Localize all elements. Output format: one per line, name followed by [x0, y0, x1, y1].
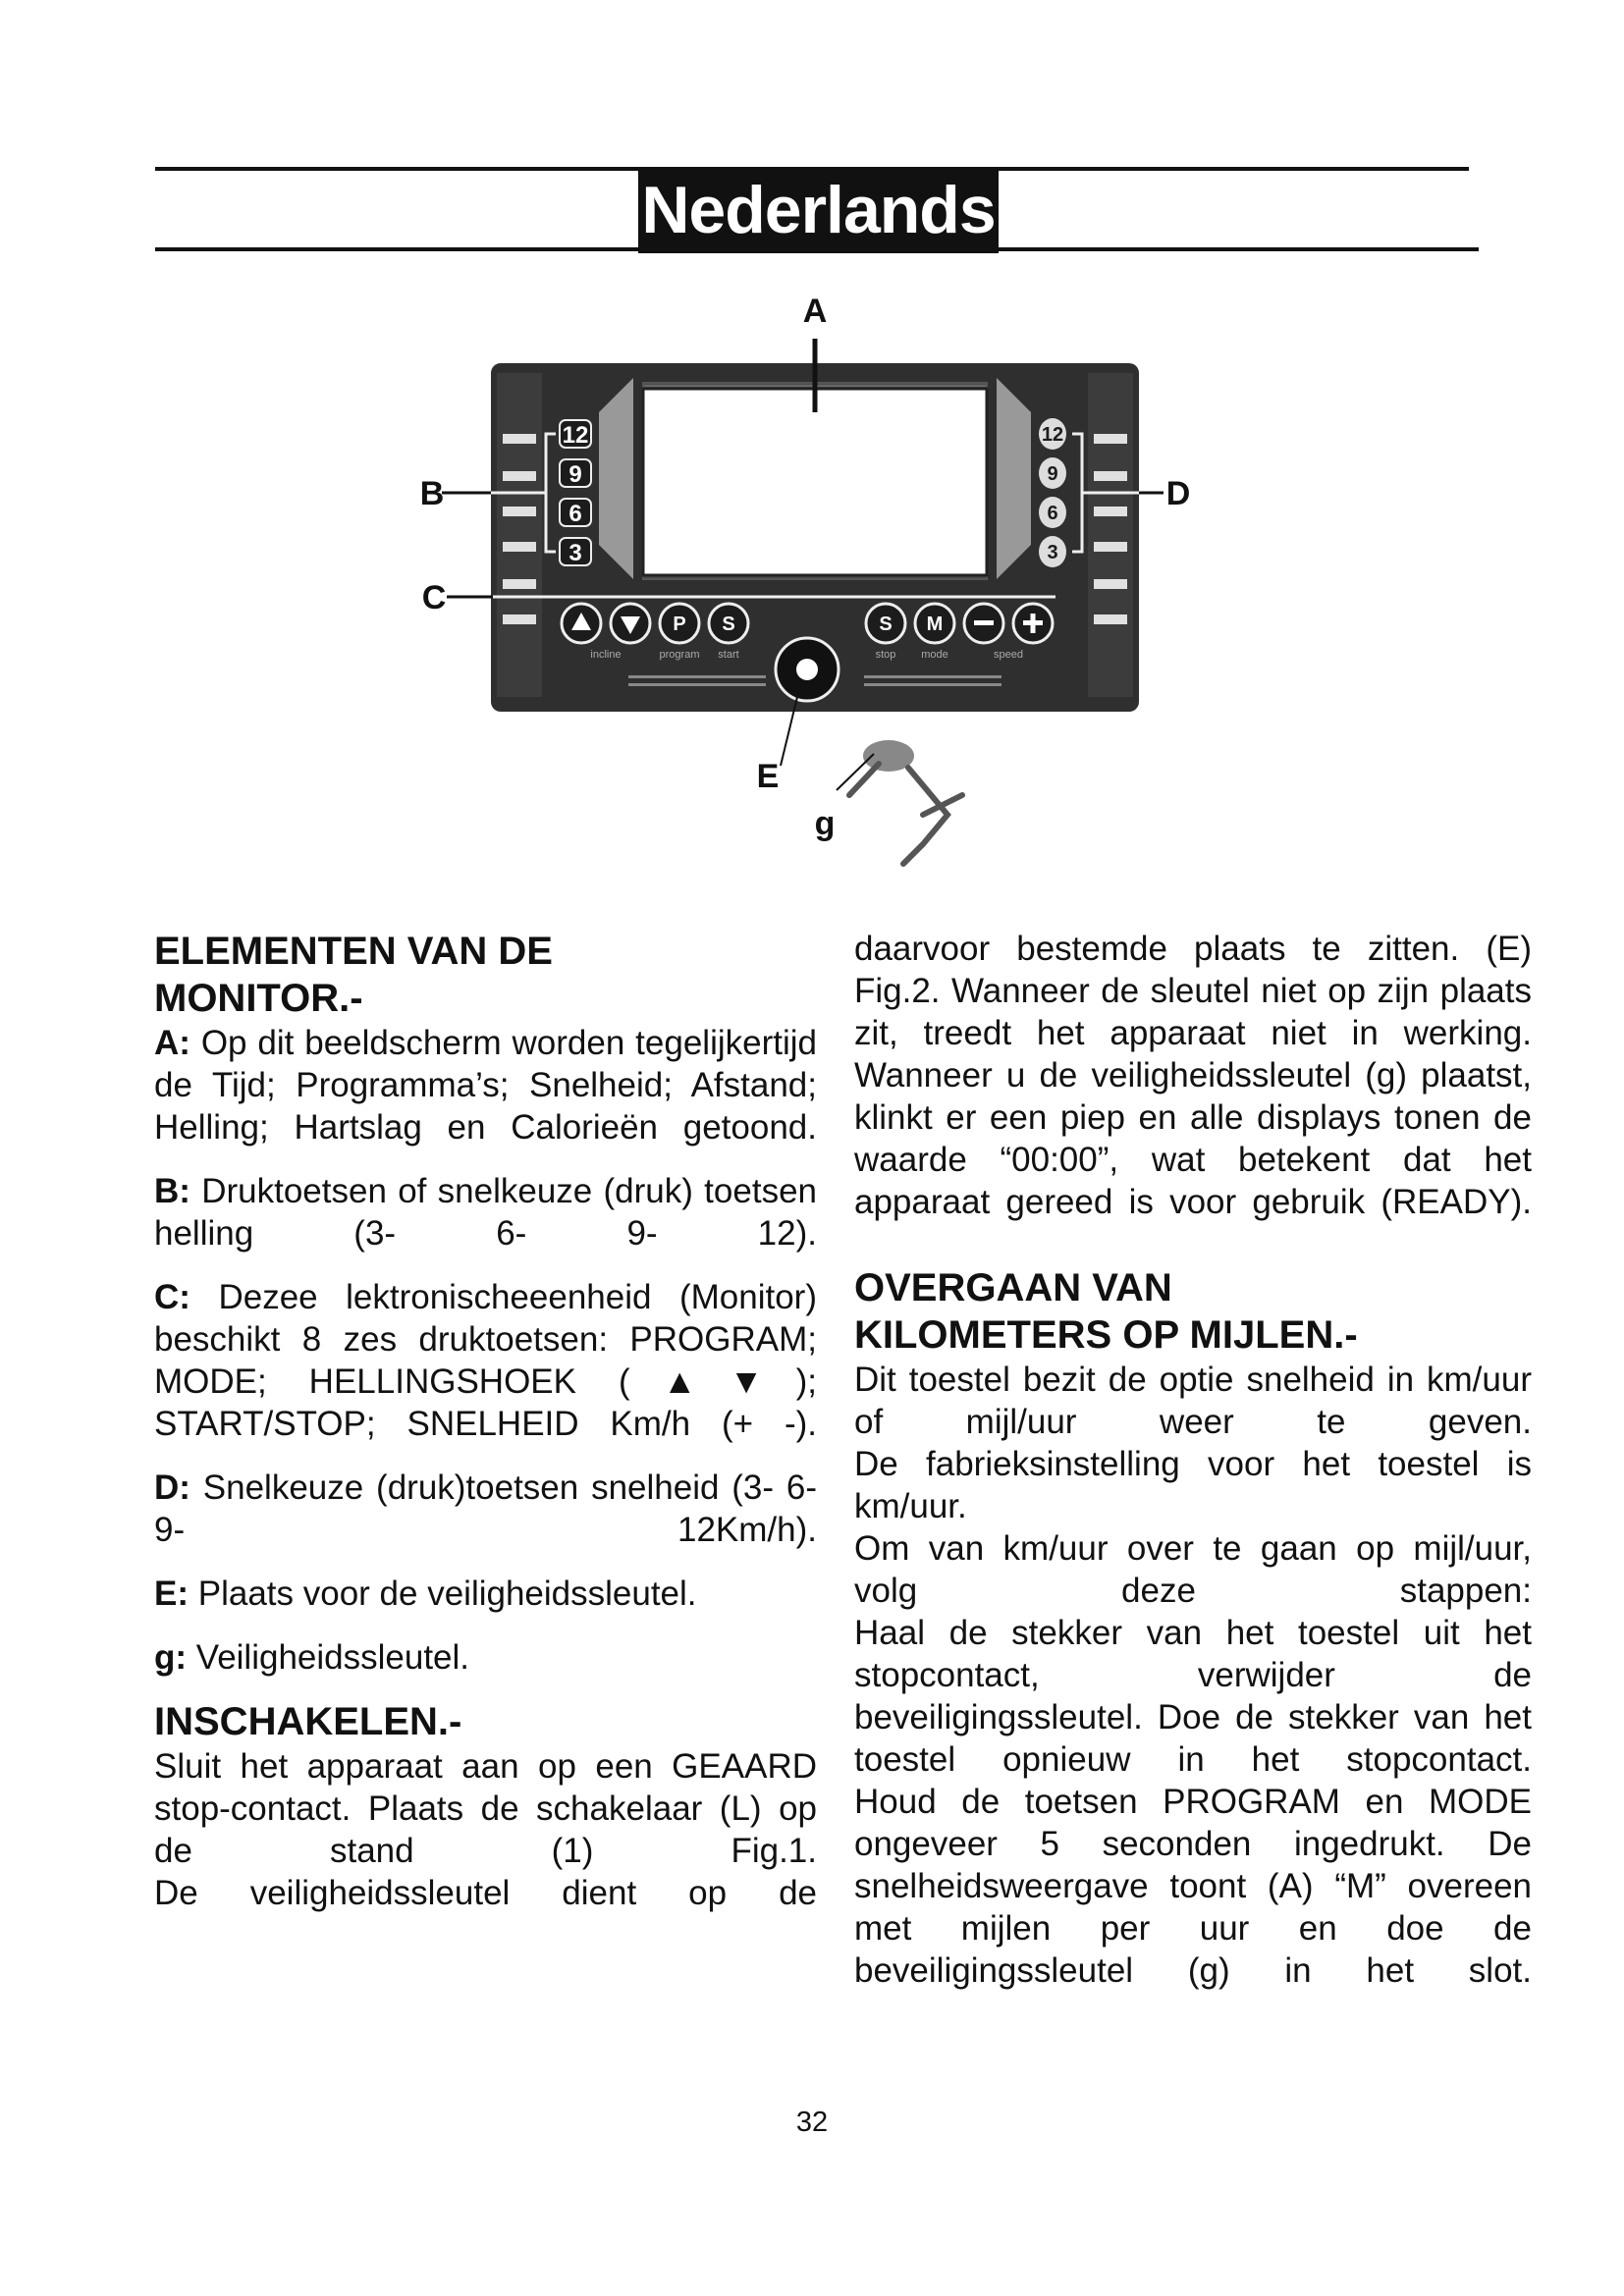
- heading-elementen: ELEMENTEN VAN DE: [154, 930, 553, 973]
- paragraph-stappen: Om van km/uur over te gaan op mijl/uur, volg deze stappen:: [854, 1529, 1532, 1610]
- callout-d: D: [1165, 475, 1191, 512]
- incline-caption: incline: [590, 649, 622, 661]
- right-panel: [1088, 373, 1133, 697]
- mode-button-label: M: [926, 614, 944, 635]
- fine-print-left: [628, 675, 766, 678]
- profile-icon-7: [1094, 434, 1127, 444]
- plus-icon-v: [1031, 614, 1036, 633]
- profile-icon-4: [503, 542, 536, 552]
- incline-key-12-label: 12: [562, 422, 589, 449]
- paragraph-sleutel: De veiligheidssleutel dient op de: [154, 1874, 817, 1912]
- profile-icon-10: [1094, 542, 1127, 552]
- item-e: E: Plaats voor de veiligheidssleutel.: [154, 1575, 697, 1613]
- paragraph-inschakelen: Sluit het apparaat aan op een GEAARD stop-contact. Plaats de schakelaar (L) op de stand (1) Fig.1.: [154, 1747, 817, 1870]
- callout-b: B: [419, 475, 445, 512]
- heading-overgaan: OVERGAAN VAN: [854, 1266, 1172, 1309]
- item-d: D: Snelkeuze (druk)toetsen snelheid (3- 6- 9- 12Km/h).: [154, 1468, 817, 1549]
- fine-print-left-2: [628, 683, 766, 686]
- start-caption: start: [718, 649, 739, 661]
- right-lens-icon: [997, 378, 1031, 579]
- speed-key-3-label: 3: [1047, 542, 1058, 563]
- item-b: B: Druktoetsen of snelkeuze (druk) toetsen helling (3- 6- 9- 12).: [154, 1172, 817, 1253]
- left-panel: [497, 373, 542, 697]
- language-banner: Nederlands: [638, 167, 999, 253]
- speed-key-12-label: 12: [1041, 424, 1064, 446]
- callout-g: g: [814, 805, 836, 842]
- callout-a: A: [802, 293, 828, 330]
- heading-kilometers: KILOMETERS OP MIJLEN.-: [854, 1313, 1358, 1357]
- profile-icon-6: [503, 614, 536, 624]
- stop-caption: stop: [875, 649, 896, 661]
- safety-key-cord: [849, 764, 962, 864]
- minus-icon: [974, 620, 994, 625]
- left-lens-icon: [599, 378, 633, 579]
- monitor-figure: [412, 285, 1218, 913]
- fine-print-right: [864, 675, 1001, 678]
- callout-c: C: [421, 579, 447, 616]
- paragraph-stekker: Haal de stekker van het toestel uit het stopcontact, verwijder de beveiligingssleutel. Doe de stekker van het toestel opnieuw in het stopcontact.: [854, 1614, 1532, 1779]
- profile-icon-11: [1094, 579, 1127, 589]
- incline-key-9-label: 9: [568, 461, 582, 488]
- profile-icon-3: [503, 507, 536, 516]
- start-button-label: S: [722, 614, 735, 635]
- left-column: [154, 928, 817, 1914]
- profile-icon-1: [503, 434, 536, 444]
- item-a: A: Op dit beeldscherm worden tegelijkertijd de Tijd; Programma’s; Snelheid; Afstand; Helling; Hartslag en Calorieën getoond.: [154, 1024, 817, 1147]
- profile-icon-9: [1094, 507, 1127, 516]
- item-c: C: Dezee lektronischeeenheid (Monitor) beschikt 8 zes druktoetsen: PROGRAM; MODE; HELLINGSHOEK (▲▼); START/STOP; SNELHEID Km/h (+ -).: [154, 1278, 817, 1443]
- stop-button-label: S: [879, 614, 893, 635]
- page-number: 32: [795, 2107, 829, 2138]
- heading-inschakelen: INSCHAKELEN.-: [154, 1700, 462, 1743]
- profile-icon-12: [1094, 614, 1127, 624]
- fine-print-right-2: [864, 683, 1001, 686]
- profile-icon-2: [503, 471, 536, 481]
- mode-caption: mode: [921, 649, 948, 661]
- callout-e: E: [756, 758, 780, 795]
- paragraph-toetsen: Houd de toetsen PROGRAM en MODE ongeveer 5 seconden ingedrukt. De snelheidsweergave toont (A) “M” overeen met mijlen per uur en doe de beveiligingssleutel (g) in het slot.: [854, 1783, 1532, 1990]
- program-caption: program: [659, 649, 700, 661]
- item-g: g: Veiligheidssleutel.: [154, 1638, 470, 1677]
- incline-key-6-label: 6: [568, 501, 582, 527]
- right-column: [854, 928, 1532, 1992]
- lcd-display: [643, 389, 987, 575]
- speed-key-9-label: 9: [1047, 463, 1058, 485]
- speed-caption: speed: [994, 649, 1023, 661]
- safety-key-hole: [796, 659, 818, 680]
- paragraph-fabrieksinstelling: De fabrieksinstelling voor het toestel is km/uur.: [854, 1445, 1532, 1525]
- speed-key-6-label: 6: [1047, 503, 1058, 524]
- profile-icon-5: [503, 579, 536, 589]
- incline-key-3-label: 3: [568, 540, 582, 566]
- paragraph-optie: Dit toestel bezit de optie snelheid in km/uur of mijl/uur weer te geven.: [854, 1361, 1532, 1441]
- profile-icon-8: [1094, 471, 1127, 481]
- heading-monitor: MONITOR.-: [154, 977, 363, 1020]
- paragraph-continued: daarvoor bestemde plaats te zitten. (E) Fig.2. Wanneer de sleutel niet op zijn plaats zit, treedt het apparaat niet in werking. Wanneer u de veiligheidssleutel (g) plaatst, klinkt er een piep en alle displays tonen de waarde “00:00”, wat betekent dat het apparaat gereed is voor gebruik (READY).: [854, 930, 1532, 1221]
- program-button-label: P: [673, 614, 686, 635]
